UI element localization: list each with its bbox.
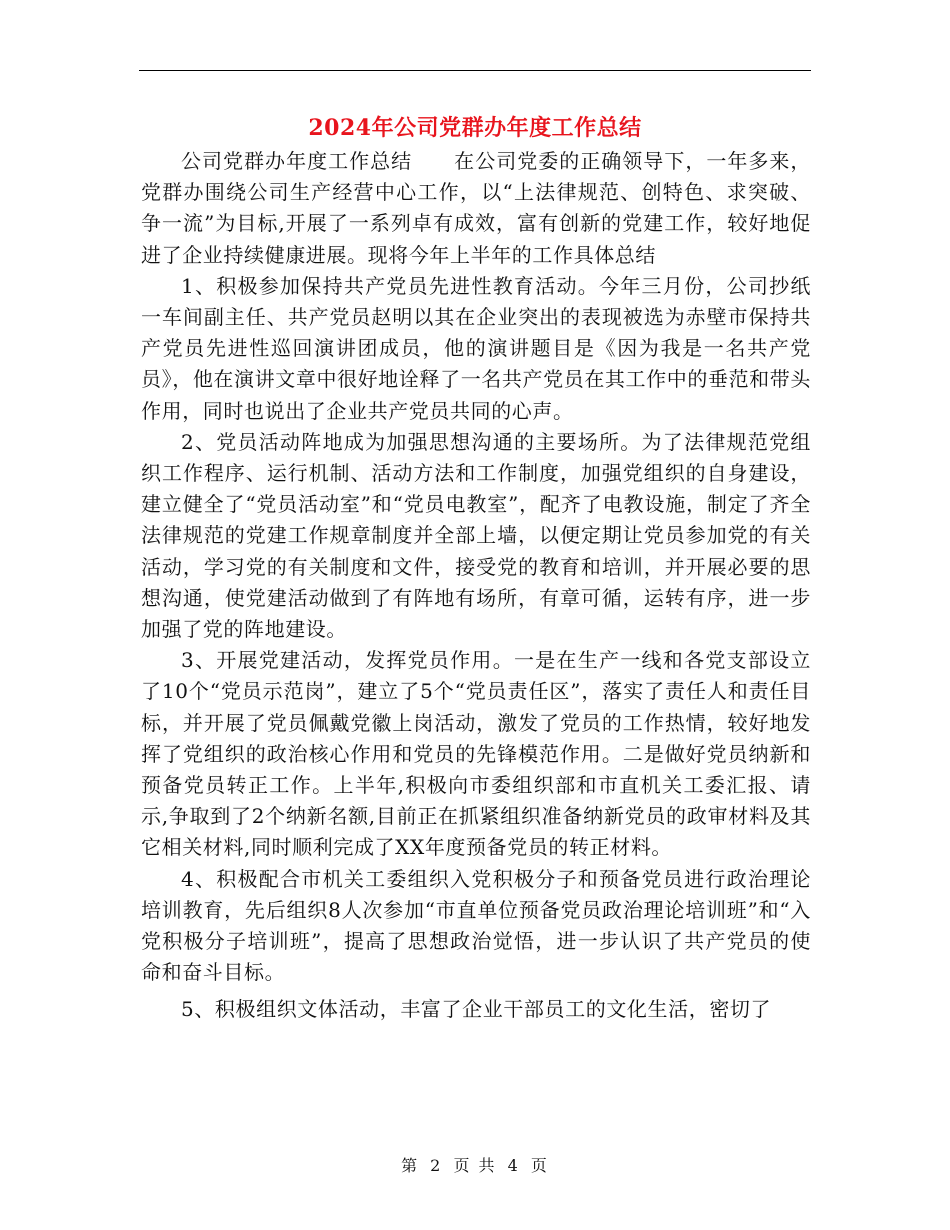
footer-middle: 页 共 xyxy=(453,1156,497,1175)
document-body xyxy=(141,146,811,1026)
page-footer xyxy=(0,1154,950,1178)
paragraph-item-4: 4、积极配合市机关工委组织入党积极分子和预备党员进行政治理论培训教育，先后组织8人次参加“市直单位预备党员政治理论培训班”和“入党积极分子培训班”，提高了思想政治觉悟，进一步认识了共产党员的使命和奋斗目标。 xyxy=(141,866,811,985)
footer-current-page: 2 xyxy=(430,1156,443,1175)
paragraph-item-3: 3、开展党建活动，发挥党员作用。一是在生产一线和各党支部设立了10个“党员示范岗”，建立了5个“党员责任区”，落实了责任人和责任目标，并开展了党员佩戴党徽上岗活动，激发了党员的工作热情，较好地发挥了党组织的政治核心作用和党员的先锋模范作用。二是做好党员纳新和预备党员转正工作。上半年,积极向市委组织部和市直机关工委汇报、请示,争取到了2个纳新名额,目前正在抓紧组织准备纳新党员的政审材料及其它相关材料,同时顺利完成了XX年度预备党员的转正材料。 xyxy=(141,648,811,860)
footer-prefix: 第 xyxy=(401,1156,420,1175)
paragraph-item-1: 1、积极参加保持共产党员先进性教育活动。今年三月份，公司抄纸一车间副主任、共产党员赵明以其在企业突出的表现被选为赤壁市保持共产党员先进性巡回演讲团成员，他的演讲题目是《因为我是一名共产党员》，他在演讲文章中很好地诠释了一名共产党员在其工作中的垂范和带头作用，同时也说出了企业共产党员共同的心声。 xyxy=(141,273,811,423)
footer-suffix: 页 xyxy=(530,1156,549,1175)
document-title: 2024年公司党群办年度工作总结 xyxy=(308,115,642,141)
footer-total-pages: 4 xyxy=(507,1156,520,1175)
paragraph-item-5: 5、积极组织文体活动，丰富了企业干部员工的文化生活，密切了 xyxy=(181,997,772,1022)
paragraph-intro: 公司党群办年度工作总结 在公司党委的正确领导下，一年多来，党群办围绕公司生产经营中心工作，以“上法律规范、创特色、求突破、争一流”为目标,开展了一系列卓有成效，富有创新的党建工作，较好地促进了企业持续健康进展。现将今年上半年的工作具体总结 xyxy=(141,149,811,267)
paragraph-item-2: 2、党员活动阵地成为加强思想沟通的主要场所。为了法律规范党组织工作程序、运行机制、活动方法和工作制度，加强党组织的自身建设，建立健全了“党员活动室”和“党员电教室”，配齐了电教设施，制定了齐全法律规范的党建工作规章制度并全部上墙，以便定期让党员参加党的有关活动，学习党的有关制度和文件，接受党的教育和培训，并开展必要的思想沟通，使党建活动做到了有阵地有场所，有章可循，运转有序，进一步加强了党的阵地建设。 xyxy=(141,429,811,642)
header-rule xyxy=(139,70,811,71)
